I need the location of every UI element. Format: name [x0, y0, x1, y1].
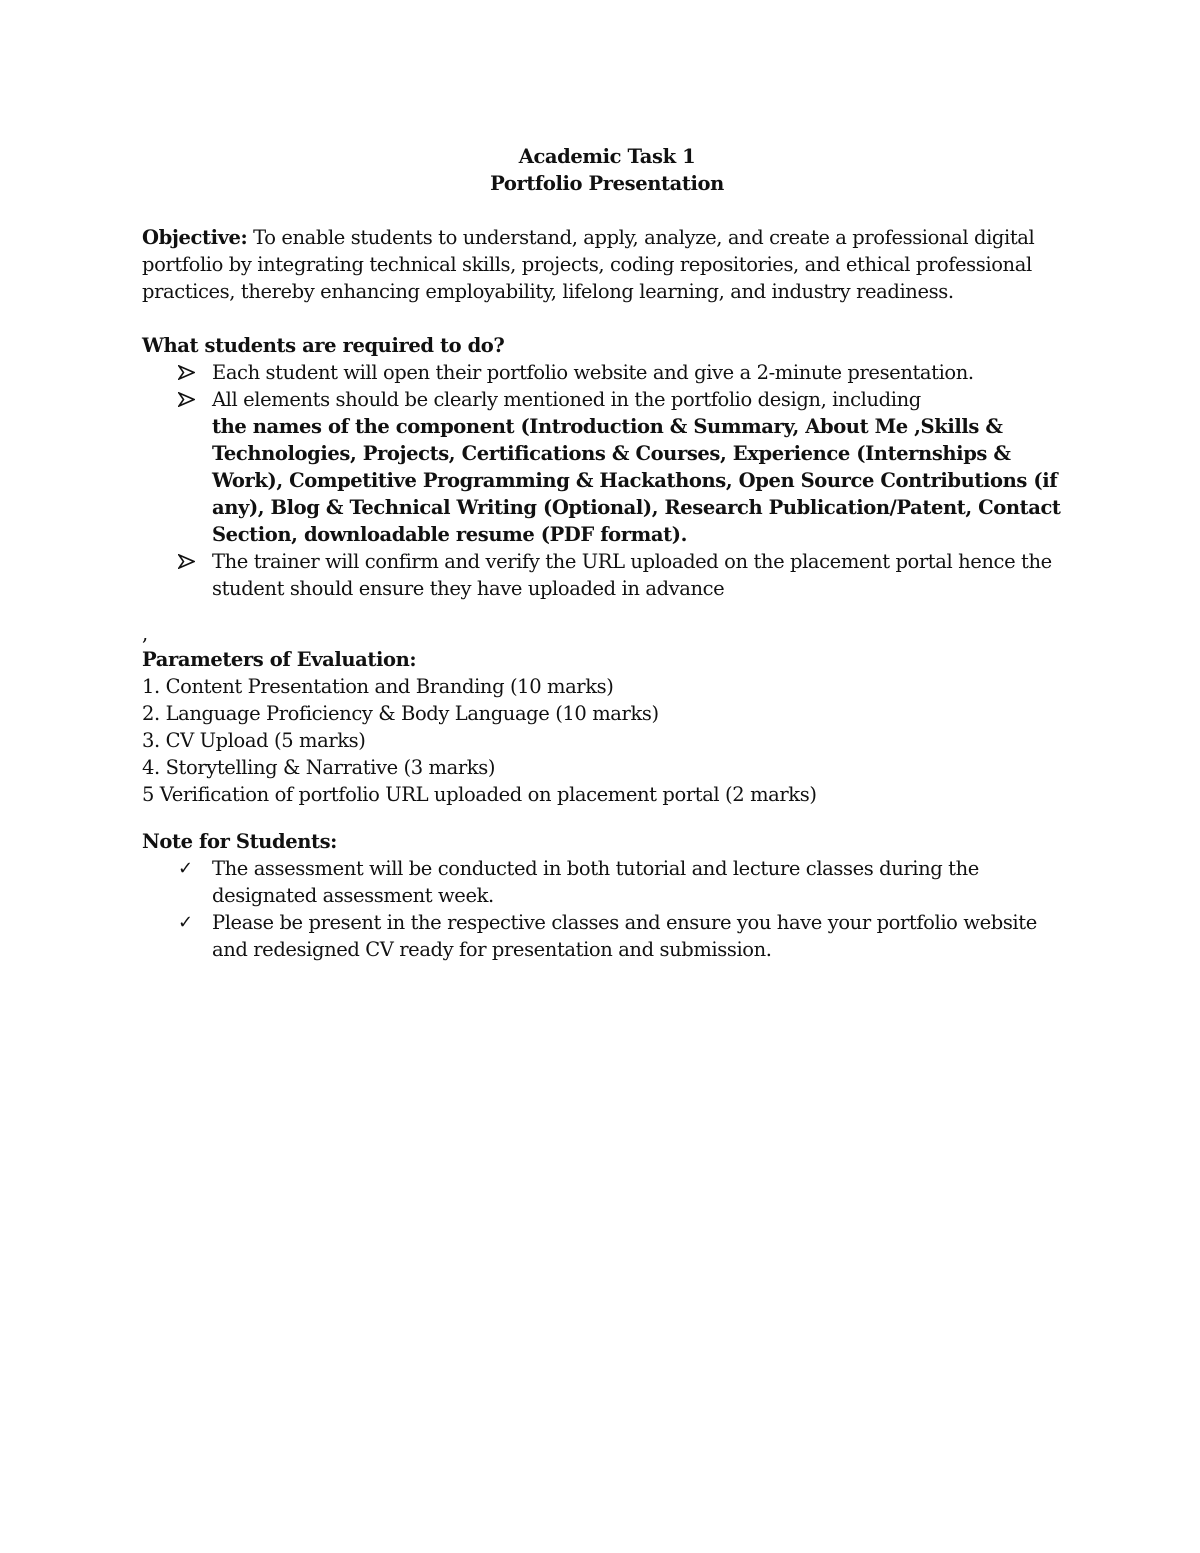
arrow-bullet-icon	[178, 359, 204, 380]
list-item: 3. CV Upload (5 marks)	[142, 729, 366, 752]
spacer	[142, 197, 1072, 224]
list-item: 2. Language Proficiency & Body Language (10 marks)	[142, 702, 659, 725]
notes-heading: Note for Students:	[142, 830, 337, 853]
requirements-heading: What students are required to do?	[142, 334, 505, 357]
requirement-text: Each student will open their portfolio website and give a 2-minute presentation.	[212, 361, 974, 384]
objective-label: Objective:	[142, 226, 248, 249]
list-item	[142, 855, 1072, 909]
list-item	[142, 548, 1072, 602]
list-item	[142, 359, 1072, 386]
arrow-bullet-icon	[178, 548, 204, 569]
component-names-text: the names of the component (Introduction & Summary, About Me ,Skills & Technologies, Projects, Certifications & Courses, Experience (Internships & Work), Competitive Programming & Hackathons, Open Source Contributions (if any), Blog & Technical Writing (Optional), Research Publication/Patent, Contact Section, downloadable resume (PDF format).	[212, 415, 1061, 546]
spacer	[142, 305, 1072, 332]
objective-text: To enable students to understand, apply, analyze, and create a professional digital portfolio by integrating technical skills, projects, coding repositories, and ethical professional practices, thereby enhancing employability, lifelong learning, and industry readiness.	[142, 226, 1035, 303]
note-text: The assessment will be conducted in both tutorial and lecture classes during the designated assessment week.	[212, 857, 979, 907]
requirements-list	[142, 359, 1072, 602]
stray-comma: ,	[142, 622, 148, 645]
list-item: 4. Storytelling & Narrative (3 marks)	[142, 756, 496, 779]
spacer	[142, 602, 1072, 622]
list-item	[142, 909, 1072, 963]
checkmark-icon: ✓	[178, 858, 193, 879]
evaluation-heading: Parameters of Evaluation:	[142, 648, 417, 671]
document-subtitle: Portfolio Presentation	[490, 172, 724, 195]
document-page	[142, 143, 1072, 963]
notes-list	[142, 855, 1072, 963]
objective-paragraph	[142, 224, 1072, 305]
requirement-text: All elements should be clearly mentioned in the portfolio design, including	[212, 388, 921, 411]
arrow-bullet-icon	[178, 386, 204, 407]
document-title: Academic Task 1	[518, 145, 696, 168]
note-text: Please be present in the respective classes and ensure you have your portfolio website and redesigned CV ready for presentation and submission.	[212, 911, 1037, 961]
checkmark-icon: ✓	[178, 912, 193, 933]
list-item: 1. Content Presentation and Branding (10 marks)	[142, 675, 614, 698]
list-item	[142, 386, 1072, 548]
requirement-text: The trainer will confirm and verify the URL uploaded on the placement portal hence the student should ensure they have uploaded in advance	[212, 550, 1052, 600]
spacer	[142, 808, 1072, 828]
list-item: 5 Verification of portfolio URL uploaded on placement portal (2 marks)	[142, 783, 817, 806]
evaluation-list	[142, 673, 1072, 808]
